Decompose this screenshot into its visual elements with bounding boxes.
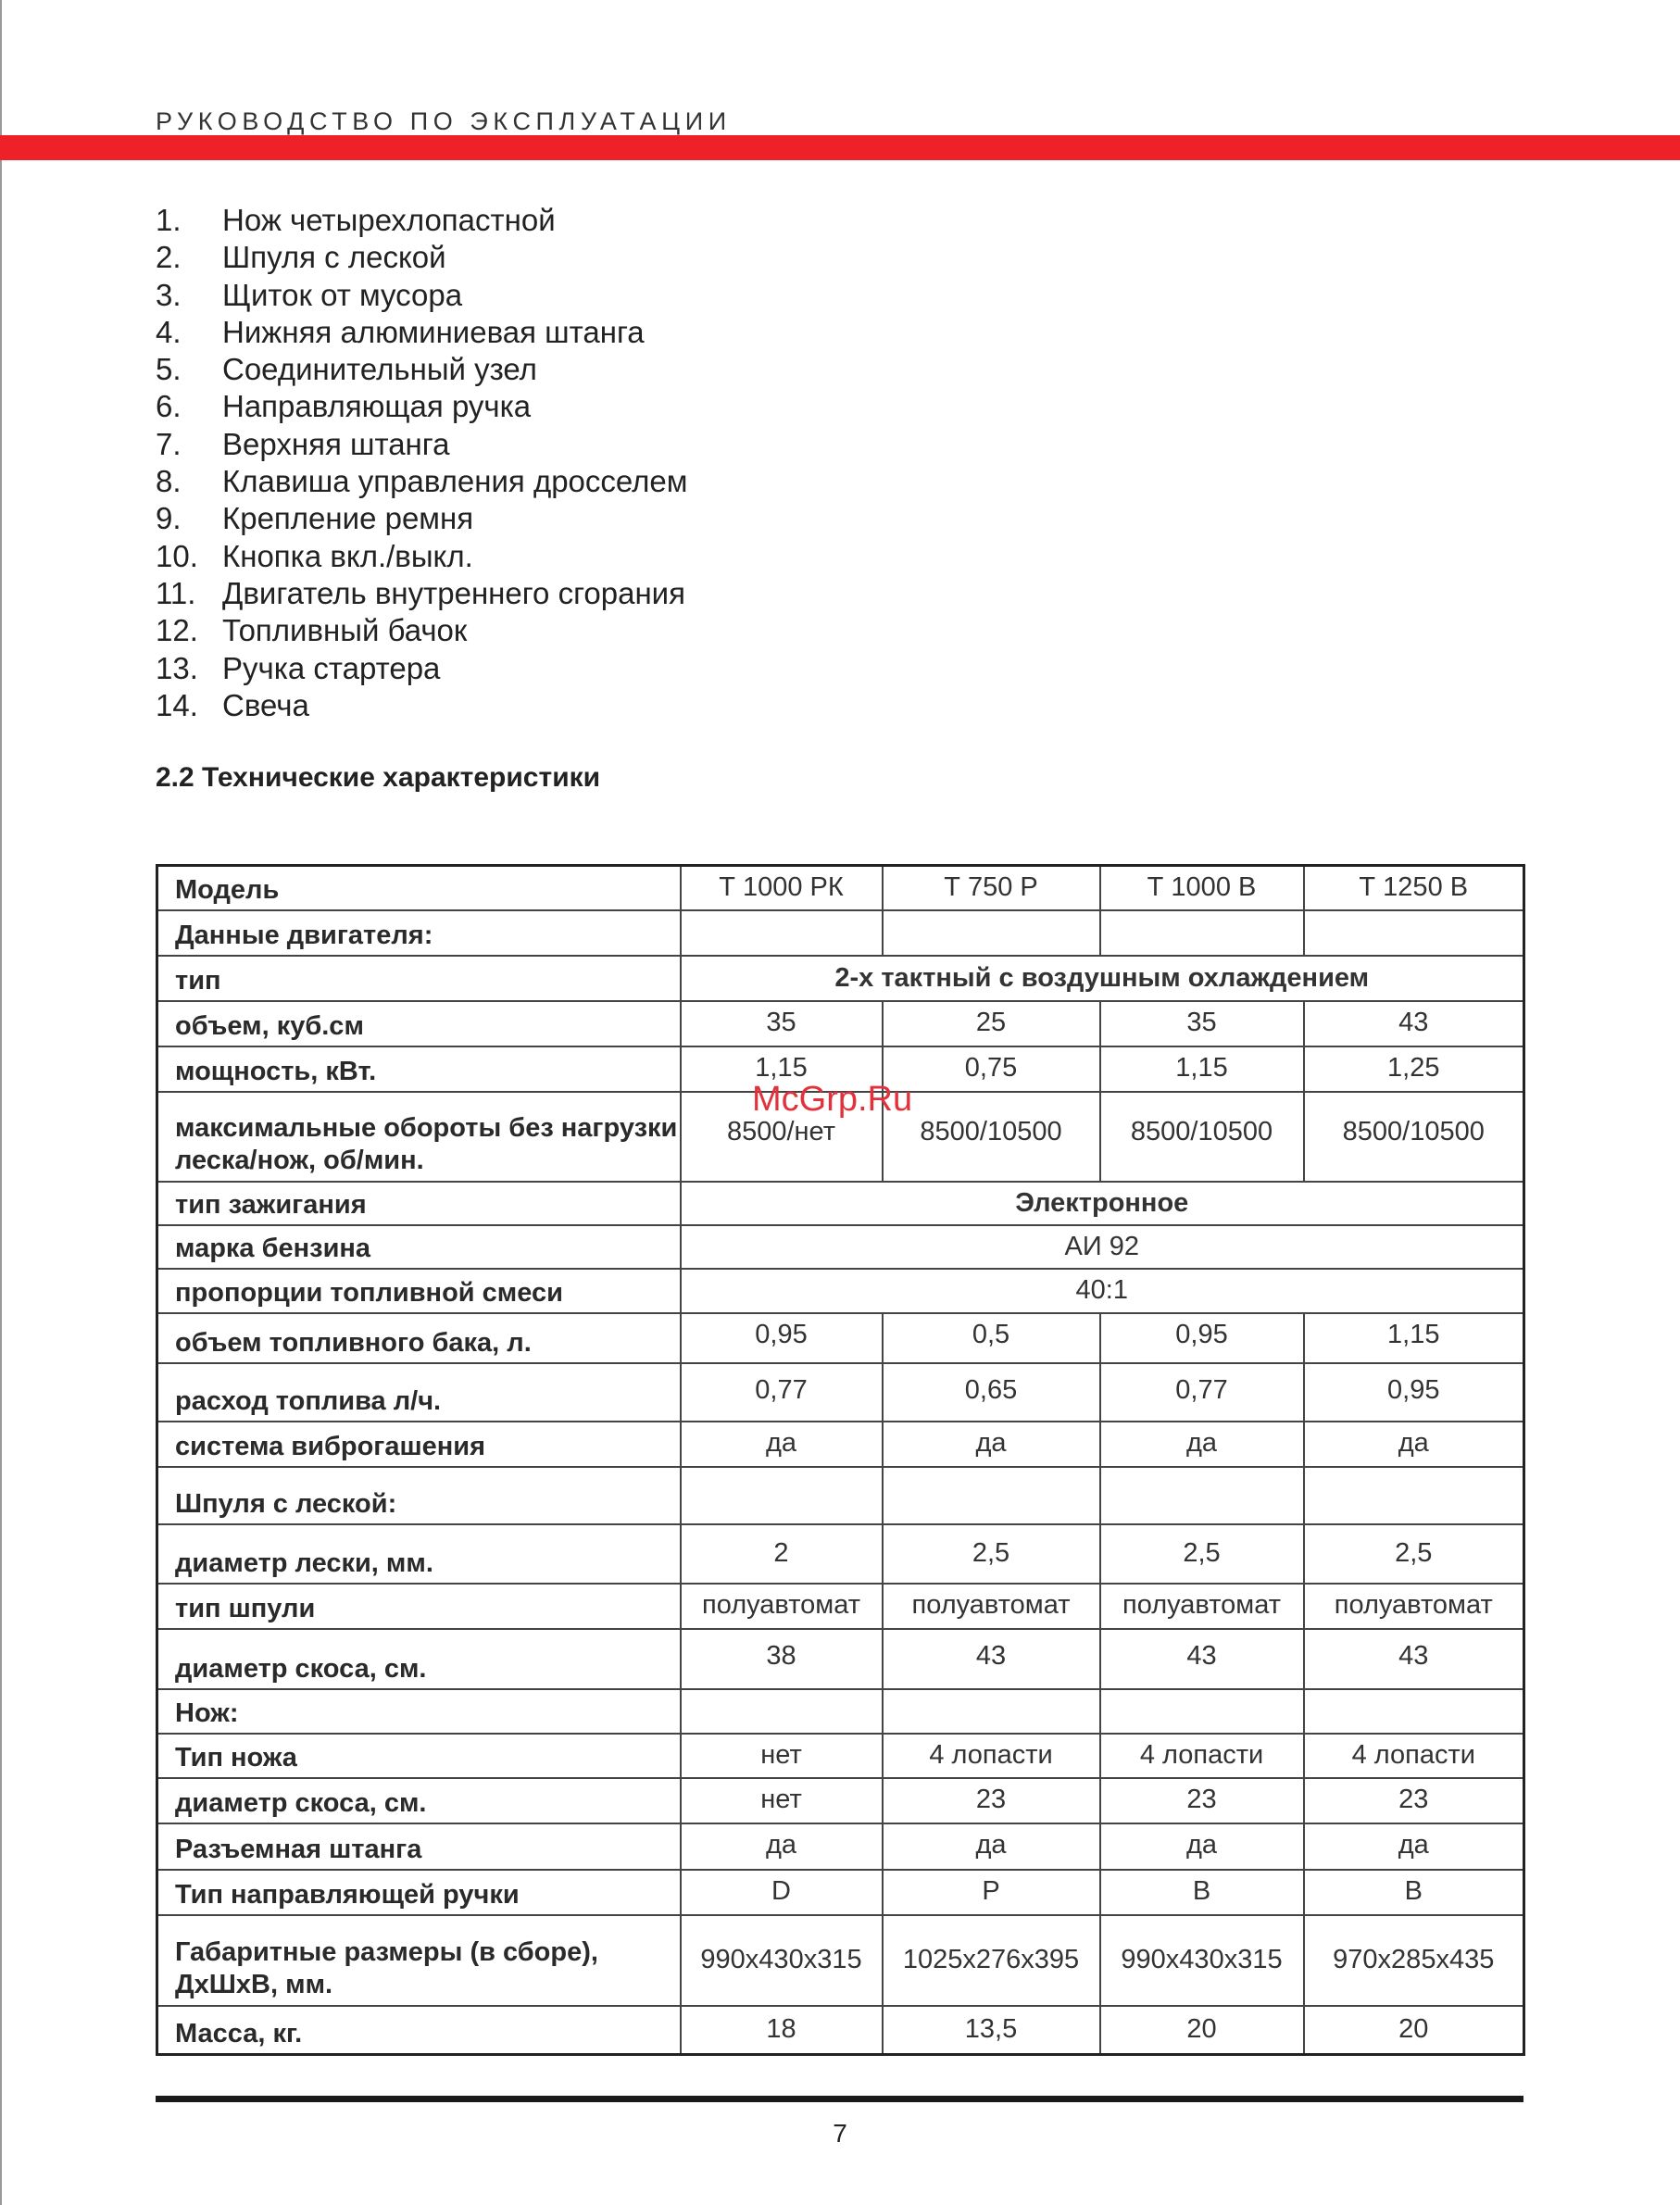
table-cell: 2 xyxy=(681,1524,883,1584)
list-item xyxy=(156,239,687,276)
row-label: мощность, кВт. xyxy=(157,1046,681,1092)
part-label: Крепление ремня xyxy=(222,501,474,536)
table-cell: 1,15 xyxy=(681,1046,883,1092)
table-cell: 2,5 xyxy=(883,1524,1100,1584)
table-row xyxy=(157,1313,1524,1363)
row-label: объем, куб.см xyxy=(157,1001,681,1046)
table-cell: 35 xyxy=(681,1001,883,1046)
row-label: Габаритные размеры (в сборе), ДхШхВ, мм. xyxy=(157,1915,681,2006)
table-cell: 0,65 xyxy=(883,1363,1100,1422)
row-label: диаметр скоса, см. xyxy=(157,1778,681,1823)
table-row xyxy=(157,1584,1524,1629)
list-item xyxy=(156,575,687,612)
part-number: 6. xyxy=(156,389,182,424)
table-row xyxy=(157,2006,1524,2055)
part-number: 3. xyxy=(156,277,182,312)
table-cell: да xyxy=(681,1422,883,1467)
part-number: 9. xyxy=(156,501,182,536)
row-label: максимальные обороты без нагрузки леска/нож, об/мин. xyxy=(157,1092,681,1182)
table-cell: АИ 92 xyxy=(681,1225,1524,1269)
table-cell: полуавтомат xyxy=(883,1584,1100,1629)
table-cell: 23 xyxy=(1100,1778,1304,1823)
table-cell: 0,77 xyxy=(1100,1363,1304,1422)
table-cell: да xyxy=(1100,1823,1304,1870)
part-number: 11. xyxy=(156,575,196,610)
table-cell: 0,95 xyxy=(681,1313,883,1363)
table-cell: 970x285x435 xyxy=(1304,1915,1524,2006)
part-label: Направляющая ручка xyxy=(222,389,532,424)
row-label: Тип направляющей ручки xyxy=(157,1870,681,1915)
table-cell: D xyxy=(681,1870,883,1915)
spec-table xyxy=(156,864,1525,2056)
table-cell: 2,5 xyxy=(1304,1524,1524,1584)
table-cell: 23 xyxy=(883,1778,1100,1823)
part-label: Соединительный узел xyxy=(222,352,537,387)
table-cell: 20 xyxy=(1100,2006,1304,2055)
list-item xyxy=(156,277,687,314)
table-cell: 990x430x315 xyxy=(681,1915,883,2006)
row-label: марка бензина xyxy=(157,1225,681,1269)
table-row xyxy=(157,1915,1524,2006)
table-cell: 18 xyxy=(681,2006,883,2055)
table-cell: 0,75 xyxy=(883,1046,1100,1092)
row-label: Разъемная штанга xyxy=(157,1823,681,1870)
table-cell xyxy=(883,910,1100,956)
table-row xyxy=(157,1734,1524,1778)
table-cell: 1025x276x395 xyxy=(883,1915,1100,2006)
table-cell xyxy=(681,1689,883,1734)
part-number: 12. xyxy=(156,613,198,648)
table-cell: полуавтомат xyxy=(1100,1584,1304,1629)
row-label: расход топлива л/ч. xyxy=(157,1363,681,1422)
table-cell xyxy=(681,910,883,956)
table-cell: 43 xyxy=(1304,1629,1524,1689)
list-item xyxy=(156,612,687,649)
part-number: 5. xyxy=(156,352,182,387)
table-cell: 13,5 xyxy=(883,2006,1100,2055)
list-item xyxy=(156,650,687,687)
table-row xyxy=(157,1689,1524,1734)
part-number: 10. xyxy=(156,538,198,573)
table-cell: P xyxy=(883,1870,1100,1915)
table-cell: 1,15 xyxy=(1100,1046,1304,1092)
row-label: тип зажигания xyxy=(157,1182,681,1225)
list-item xyxy=(156,538,687,575)
table-cell: B xyxy=(1100,1870,1304,1915)
row-label: диаметр лески, мм. xyxy=(157,1524,681,1584)
table-cell: 0,95 xyxy=(1100,1313,1304,1363)
table-cell: да xyxy=(1304,1823,1524,1870)
part-label: Верхняя штанга xyxy=(222,426,450,461)
model-header: Т 750 Р xyxy=(883,866,1100,910)
header-red-band xyxy=(0,135,1680,160)
part-number: 8. xyxy=(156,464,182,499)
table-row xyxy=(157,1269,1524,1313)
list-item xyxy=(156,388,687,425)
part-number: 13. xyxy=(156,650,198,685)
table-row xyxy=(157,866,1524,910)
table-cell xyxy=(1100,910,1304,956)
table-cell: 1,25 xyxy=(1304,1046,1524,1092)
list-item xyxy=(156,314,687,351)
part-number: 7. xyxy=(156,426,182,461)
group-label: Нож: xyxy=(157,1689,681,1734)
table-cell: 4 лопасти xyxy=(1304,1734,1524,1778)
table-cell: 990x430x315 xyxy=(1100,1915,1304,2006)
table-cell: 40:1 xyxy=(681,1269,1524,1313)
table-cell: да xyxy=(681,1823,883,1870)
table-cell: 35 xyxy=(1100,1001,1304,1046)
table-cell xyxy=(681,1467,883,1524)
table-row xyxy=(157,1823,1524,1870)
part-label: Кнопка вкл./выкл. xyxy=(222,538,473,573)
table-cell: 43 xyxy=(1304,1001,1524,1046)
part-label: Ручка стартера xyxy=(222,650,441,685)
table-cell: 8500/10500 xyxy=(883,1092,1100,1182)
table-row xyxy=(157,1363,1524,1422)
part-label: Топливный бачок xyxy=(222,613,468,648)
table-cell: нет xyxy=(681,1778,883,1823)
table-cell: да xyxy=(1100,1422,1304,1467)
table-cell xyxy=(1304,1467,1524,1524)
table-cell: полуавтомат xyxy=(681,1584,883,1629)
parts-list xyxy=(156,202,687,724)
table-cell: B xyxy=(1304,1870,1524,1915)
page-edge-rule xyxy=(0,0,2,2205)
table-cell xyxy=(883,1467,1100,1524)
table-cell: нет xyxy=(681,1734,883,1778)
table-row xyxy=(157,1870,1524,1915)
table-cell: 4 лопасти xyxy=(1100,1734,1304,1778)
row-label: объем топливного бака, л. xyxy=(157,1313,681,1363)
row-label: Тип ножа xyxy=(157,1734,681,1778)
part-label: Клавиша управления дросселем xyxy=(222,464,688,499)
table-cell: полуавтомат xyxy=(1304,1584,1524,1629)
part-label: Щиток от мусора xyxy=(222,277,463,312)
part-label: Шпуля с леской xyxy=(222,240,446,275)
part-number: 1. xyxy=(156,203,182,237)
row-label: диаметр скоса, см. xyxy=(157,1629,681,1689)
table-cell: 1,15 xyxy=(1304,1313,1524,1363)
list-item xyxy=(156,351,687,388)
table-row xyxy=(157,956,1524,1001)
group-label: Шпуля с леской: xyxy=(157,1467,681,1524)
row-label: система виброгашения xyxy=(157,1422,681,1467)
part-label: Двигатель внутреннего сгорания xyxy=(222,575,685,610)
part-label: Нижняя алюминиевая штанга xyxy=(222,314,645,349)
table-row xyxy=(157,1422,1524,1467)
row-label: тип xyxy=(157,956,681,1001)
table-cell xyxy=(1304,1689,1524,1734)
footer-rule xyxy=(156,2096,1523,2102)
model-header: Т 1000 РК xyxy=(681,866,883,910)
header-title: РУКОВОДСТВО ПО ЭКСПЛУАТАЦИИ xyxy=(156,107,732,135)
table-cell: 2,5 xyxy=(1100,1524,1304,1584)
table-row xyxy=(157,1629,1524,1689)
table-cell: 25 xyxy=(883,1001,1100,1046)
table-cell: 2-х тактный с воздушным охлаждением xyxy=(681,956,1524,1001)
table-row xyxy=(157,1467,1524,1524)
table-cell: 8500/10500 xyxy=(1100,1092,1304,1182)
page-number: 7 xyxy=(833,2119,847,2148)
model-header: Т 1250 В xyxy=(1304,866,1524,910)
part-number: 4. xyxy=(156,314,182,349)
row-label: Масса, кг. xyxy=(157,2006,681,2055)
table-cell: да xyxy=(883,1823,1100,1870)
table-cell xyxy=(1100,1467,1304,1524)
table-cell: 38 xyxy=(681,1629,883,1689)
model-header: Т 1000 В xyxy=(1100,866,1304,910)
part-number: 2. xyxy=(156,240,182,275)
part-number: 14. xyxy=(156,687,198,722)
table-row xyxy=(157,910,1524,956)
part-label: Свеча xyxy=(222,687,309,722)
table-cell xyxy=(883,1689,1100,1734)
table-cell: да xyxy=(1304,1422,1524,1467)
table-cell: 23 xyxy=(1304,1778,1524,1823)
table-row xyxy=(157,1524,1524,1584)
list-item xyxy=(156,687,687,724)
list-item xyxy=(156,500,687,537)
list-item xyxy=(156,463,687,500)
table-cell xyxy=(1100,1689,1304,1734)
table-cell: 8500/нет xyxy=(681,1092,883,1182)
group-label: Данные двигателя: xyxy=(157,910,681,956)
table-cell: 0,77 xyxy=(681,1363,883,1422)
row-label: Модель xyxy=(157,866,681,910)
row-label: тип шпули xyxy=(157,1584,681,1629)
table-cell: 20 xyxy=(1304,2006,1524,2055)
table-row xyxy=(157,1001,1524,1046)
table-cell: 43 xyxy=(883,1629,1100,1689)
row-label: пропорции топливной смеси xyxy=(157,1269,681,1313)
part-label: Нож четырехлопастной xyxy=(222,203,556,237)
table-cell: 0,5 xyxy=(883,1313,1100,1363)
table-cell: 8500/10500 xyxy=(1304,1092,1524,1182)
table-row xyxy=(157,1225,1524,1269)
table-cell: 0,95 xyxy=(1304,1363,1524,1422)
list-item xyxy=(156,426,687,463)
table-cell: 4 лопасти xyxy=(883,1734,1100,1778)
table-cell: 43 xyxy=(1100,1629,1304,1689)
table-cell: Электронное xyxy=(681,1182,1524,1225)
table-cell xyxy=(1304,910,1524,956)
table-row xyxy=(157,1778,1524,1823)
watermark: McGrp.Ru xyxy=(752,1080,913,1119)
section-title: 2.2 Технические характеристики xyxy=(156,762,601,793)
table-row xyxy=(157,1182,1524,1225)
table-cell: да xyxy=(883,1422,1100,1467)
list-item xyxy=(156,202,687,239)
